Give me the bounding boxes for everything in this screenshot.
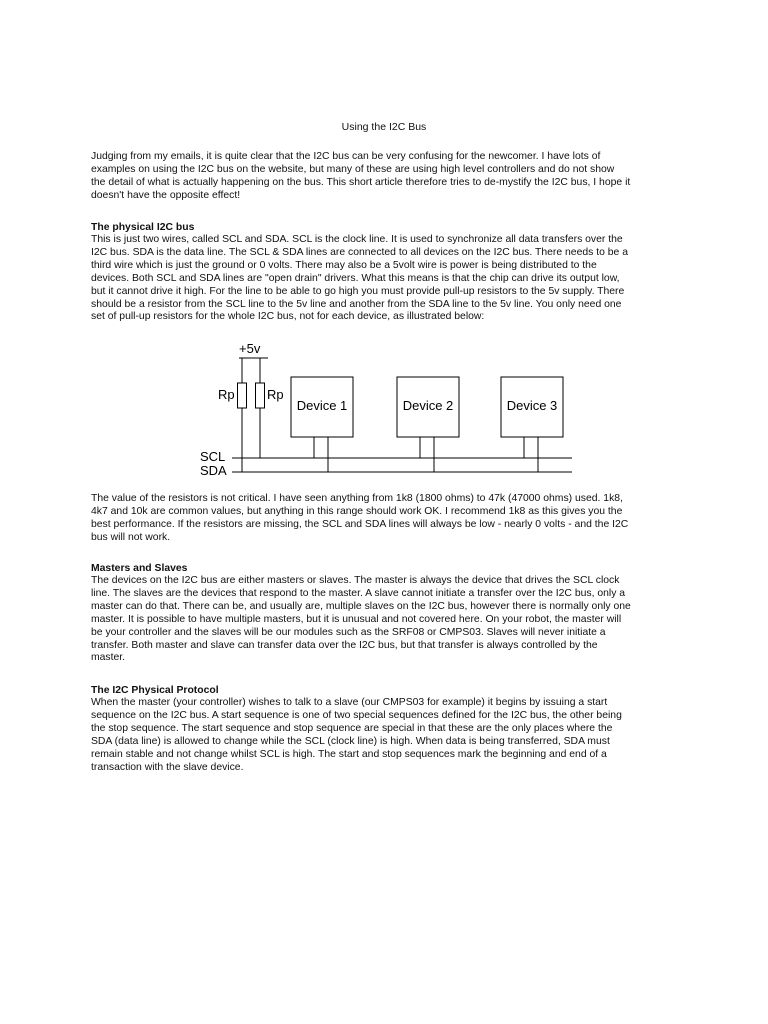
section-heading-masters-slaves: Masters and Slaves	[91, 563, 188, 574]
text-line: should be a resistor from the SCL line to the 5v line and another from the SDA line to the 5v line. You only need one	[91, 298, 622, 310]
resistor-values-paragraph	[91, 493, 685, 545]
supply-label: +5v	[239, 341, 261, 356]
intro-paragraph	[91, 151, 685, 203]
masters-slaves-paragraph	[91, 575, 685, 665]
text-line: This is just two wires, called SCL and SDA. SCL is the clock line. It is used to synchronize all data transfers over the	[91, 234, 623, 245]
text-line: The value of the resistors is not critical. I have seen anything from 1k8 (1800 ohms) to 47k (47000 ohms) used. 1k8,	[91, 493, 623, 504]
text-line: set of pull-up resistors for the whole I2C bus, not for each device, as illustrated below:	[91, 311, 485, 323]
document-title: Using the I2C Bus	[341, 121, 427, 133]
section-heading-physical-protocol: The I2C Physical Protocol	[91, 685, 219, 696]
text-line: line. The slaves are the devices that respond to the master. A slave cannot initiate a transfer over the I2C bus, only a	[91, 587, 626, 599]
section-heading-physical-bus: The physical I2C bus	[91, 222, 195, 233]
device-label-1: Device 1	[296, 398, 348, 413]
text-line: the detail of what is actually happening on the bus. This short article therefore tries to de-mystify the I2C bus, I hope it	[91, 176, 631, 188]
text-line: 4k7 and 10k are common values, but anything in this range should work OK. I recommend 1k8 as this gives you the	[91, 505, 623, 517]
text-line: bus will not work.	[91, 531, 171, 543]
device-label-2: Device 2	[402, 398, 454, 413]
text-line: I2C bus. SDA is the data line. The SCL & SDA lines are connected to all devices on the I2C bus. There needs to be a	[91, 246, 628, 258]
pull-up-resistor-2	[256, 383, 265, 408]
text-line: SDA (data line) is allowed to change while the SCL (clock line) is high. When data is being transferred, SDA must	[91, 735, 610, 747]
text-line: Judging from my emails, it is quite clear that the I2C bus can be very confusing for the newcomer. I have lots of	[91, 151, 601, 162]
text-line: sequence on the I2C bus. A start sequence is one of two special sequences defined for the I2C bus, the other being	[91, 709, 622, 721]
text-line: master.	[91, 652, 126, 664]
text-line: examples on using the I2C bus on the website, but many of these are using high level controllers and do not show	[91, 163, 615, 175]
i2c-bus-diagram	[190, 336, 580, 482]
text-line: master can do that. There can be, and usually are, multiple slaves on the I2C bus, however there is normally only one	[91, 600, 631, 612]
pull-up-resistor-1	[238, 383, 247, 408]
text-line: be your controller and the slaves will be our modules such as the SRF08 or CMPS03. Slaves will never initiate a	[91, 626, 606, 638]
text-line: remain stable and not change whilst SCL is high. The start and stop sequences mark the beginning and end of a	[91, 748, 607, 760]
text-line: transfer. Both master and slave can transfer data over the I2C bus, but that transfer is always controlled by the	[91, 639, 598, 651]
text-line: devices. Both SCL and SDA lines are "open drain" drivers. What this means is that the chip can drive its output low,	[91, 272, 620, 284]
resistor-label-1: Rp	[218, 387, 235, 402]
resistor-label-2: Rp	[267, 387, 284, 402]
scl-label: SCL	[200, 449, 226, 464]
sda-label: SDA	[200, 463, 227, 478]
text-line: but it cannot drive it high. For the line to be able to go high you must provide pull-up resistors to the 5v supply. There	[91, 285, 625, 297]
text-line: third wire which is just the ground or 0 volts. There may also be a 5volt wire is power is being distributed to the	[91, 259, 597, 271]
text-line: transaction with the slave device.	[91, 761, 244, 773]
text-line: master. It is possible to have multiple masters, but it is unusual and not covered here. On your robot, the master will	[91, 613, 622, 625]
physical-bus-paragraph	[91, 234, 685, 324]
device-label-3: Device 3	[506, 398, 558, 413]
text-line: The devices on the I2C bus are either masters or slaves. The master is always the device that drives the SCL clock	[91, 575, 620, 586]
text-line: When the master (your controller) wishes to talk to a slave (our CMPS03 for example) it begins by issuing a start	[91, 697, 608, 708]
physical-protocol-paragraph	[91, 697, 685, 774]
text-line: doesn't have the opposite effect!	[91, 189, 241, 201]
text-line: best performance. If the resistors are missing, the SCL and SDA lines will always be low - nearly 0 volts - and the I2C	[91, 518, 629, 530]
text-line: the stop sequence. The start sequence and stop sequence are special in that these are the only places where the	[91, 722, 613, 734]
